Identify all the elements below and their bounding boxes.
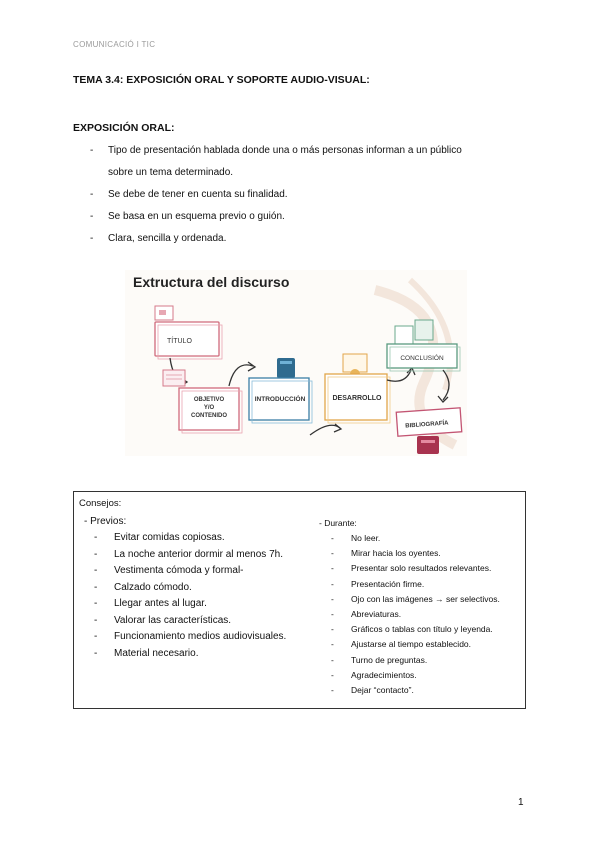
page-title: TEMA 3.4: EXPOSICIÓN ORAL Y SOPORTE AUDIO-VISUAL: (73, 74, 370, 86)
document-icon (415, 320, 433, 340)
page-number: 1 (518, 797, 524, 808)
list-item: - Valorar las características. (94, 614, 232, 626)
durante-label: - Durante: (319, 518, 357, 528)
node-label: OBJETIVO (193, 397, 225, 403)
list-item: - Ajustarse al tiempo establecido. (331, 639, 472, 650)
node-label: INTRODUCCIÓN (254, 396, 306, 403)
bullet-item (73, 184, 528, 206)
node-objetivo (163, 370, 242, 433)
node-label: CONCLUSIÓN (400, 355, 444, 362)
calendar-icon (163, 370, 185, 386)
list-item: - Dejar “contacto”. (331, 684, 414, 695)
node-label: DESARROLLO (332, 395, 382, 402)
list-item: - Calzado cómodo. (94, 581, 192, 593)
list-item: - Mirar hacia los oyentes. (331, 548, 441, 559)
list-item: - Presentación firme. (331, 578, 425, 589)
tips-heading: Consejos: (79, 498, 122, 509)
document-icon-detail (159, 310, 166, 315)
node-introduccion (249, 358, 312, 423)
bullet-text: Se basa en un esquema previo o guión. (108, 211, 285, 222)
list-item: - Llegar antes al lugar. (94, 598, 207, 609)
list-item: - Presentar solo resultados relevantes. (331, 563, 492, 574)
bullet-item (73, 228, 528, 250)
list-item: - Material necesario. (94, 647, 199, 659)
bullet-text: Clara, sencilla y ordenada. (108, 233, 227, 244)
node-label: BIBLIOGRAFÍA (405, 420, 449, 430)
list-item: - La noche anterior dormir al menos 7h. (94, 548, 283, 560)
bullet-dash: - (90, 189, 94, 200)
diagram-title: Extructura del discurso (133, 274, 290, 290)
node-titulo (155, 306, 222, 359)
running-header: COMUNICACIÓ I TIC (73, 40, 156, 49)
list-item: - No leer. (331, 533, 381, 543)
bullet-item (73, 140, 528, 162)
section-title: EXPOSICIÓN ORAL: (73, 122, 175, 134)
bullet-dash: - (90, 233, 94, 244)
list-item: - Vestimenta cómoda y formal- (94, 565, 244, 576)
node-desarrollo (325, 354, 390, 423)
list-item: - Turno de preguntas. (331, 654, 428, 665)
bullet-continuation: sobre un tema determinado. (108, 167, 234, 178)
discourse-structure-diagram (125, 270, 467, 456)
durante-list (331, 533, 500, 700)
flow-arrow (310, 425, 340, 435)
list-item: - Ojo con las imágenes → ser selectivos. (331, 593, 500, 604)
bullet-item (73, 206, 528, 228)
bullet-text: Tipo de presentación hablada donde una o más personas informan a un público (108, 145, 462, 156)
node-label: CONTENIDO (191, 413, 227, 419)
node-label: TÍTULO (167, 338, 192, 345)
list-item: - Funcionamiento medios audiovisuales. (94, 631, 287, 642)
node-label: Y/O (203, 405, 215, 411)
list-item: - Abreviaturas. (331, 608, 402, 619)
list-item: - Agradecimientos. (331, 669, 417, 680)
previos-list (94, 532, 286, 664)
list-item: - Gráficos o tablas con título y leyenda. (331, 624, 493, 635)
node-conclusion (387, 320, 460, 371)
bullet-list (73, 140, 528, 250)
diagram-canvas (125, 270, 467, 456)
bullet-dash: - (90, 211, 94, 222)
bullet-dash: - (90, 145, 94, 156)
list-item: - Evitar comidas copiosas. (94, 532, 225, 543)
previos-label: - Previos: (84, 516, 127, 527)
bullet-text: Se debe de tener en cuenta su finalidad. (108, 189, 288, 200)
book-icon (417, 436, 439, 454)
document-icon (395, 326, 413, 346)
tips-box (73, 491, 526, 709)
